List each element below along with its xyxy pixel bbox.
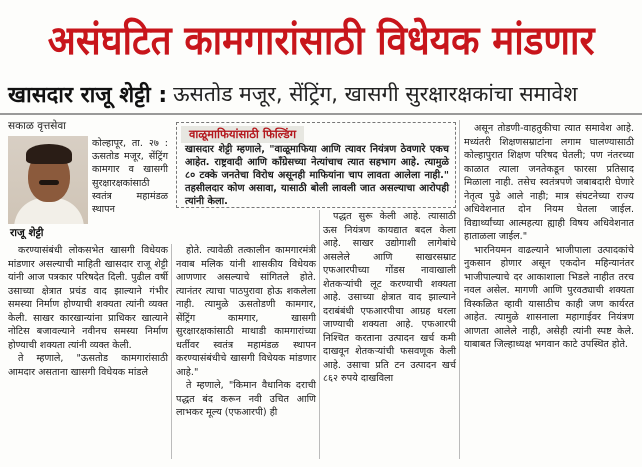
intro-paragraph xyxy=(92,137,168,216)
column-3-para-1: पद्धत सुरू केली आहे. त्यासाठी ऊस नियंत्रण कायद्यात बदल केला आहे. साखर उद्योगाशी लागेबांधे असलेले आणि साखरसम्राट एफआरपीच्या गोंडस नावाखाली शेतकऱ्यांची लूट करण्याची शक्यता आहे. उसाच्या क्षेत्रात वाद झाल्याने दराबंबंधी एफआरपीचा आग्रह धरला जाण्याची शक्यता आहे. एफआरपी निश्चित करताना उत्पादन खर्च कमी दाखवून शेतकऱ्यांची फसवणूक केली आहे. उसाचा प्रति टन उत्पादन खर्च ८६२ रुपये दाखविला xyxy=(323,211,456,384)
column-1 xyxy=(8,244,168,379)
column-4 xyxy=(464,122,634,352)
headline xyxy=(0,0,642,76)
column-3 xyxy=(323,210,456,386)
photo-caption: राजू शेट्टी xyxy=(10,227,44,239)
callout-box xyxy=(176,122,456,208)
column-4-para-1: असून तोडणी-वाहतुकीचा त्यात समावेश आहे. मध्यंतरी शिक्षणसम्राटांना लगाम घालण्यासाठी कोल्हापुरात शिक्षण परिषद घेतली; पण नंतरच्या काळात त्याला जनतेकडून फारसा प्रतिसाद मिळाला नाही. तसेच स्वतंत्रपणे जबाबदारी घेणारे नेतृत्व पुढे आले नाही; मात्र संघटनेच्या राज्य अधिवेशनात दोन नियम घेतला जाईल. विद्यार्थ्यांच्या आत्महत्या ह्याही विषय अधिवेशनात हाताळला जाईल." xyxy=(464,123,634,242)
intro-text: कोल्हापूर, ता. २७ : ऊसतोड मजूर, सेंट्रिंग कामगार व खासगी सुरक्षारक्षकांसाठी स्वतंत्र महामंडळ स्थापन xyxy=(92,138,168,216)
headline-text: असंघटित कामगारांसाठी विधेयक मांडणार xyxy=(47,17,595,64)
column-4-para-2: भारनियमन वाढल्याने भाजीपाला उत्पादकांचे नुकसान होणार असून एकदोन महिन्यानंतर भाजीपाल्याचे दर आकाशाला भिडले नाहीत तरच नवल असेल. मागणी आणि पुरवठ्याची शक्यता विस्कळित व्हावी यासाठीच काही जण कार्यरत आहेत. त्यामुळे शासनाला महागाईवर नियंत्रण आणता आलेले नाही, असेही त्यांनी स्पष्ट केले. याबाबत जिल्हाध्यक्ष भगवान काटे उपस्थित होते. xyxy=(464,244,634,350)
column-1-para-1: करण्यासंबंधी लोकसभेत खासगी विधेयक मांडणार असल्याची माहिती खासदार राजू शेट्टी यांनी आज पत्रकार परिषदेत दिली. पुढील वर्षी उसाच्या क्षेत्रात प्रचंड वाद झाल्याने गंभीर समस्या निर्माण होण्याची शक्यता त्यांनी व्यक्त केली. साखर कारखान्यांना प्राधिकर खात्याने नोटिस बजावल्याने नवीनच समस्या निर्माण होण्याची शक्यता त्यांनी व्यक्त केली. xyxy=(8,245,168,351)
column-divider xyxy=(319,210,320,459)
subheadline-lead: खासदार राजू शेट्टी : xyxy=(8,83,168,108)
portrait-photo xyxy=(8,136,88,224)
column-2-para-1: होते. त्यावेळी तत्कालीन कामगारमंत्री नवाब मलिक यांनी शासकीय विधेयक आणणार असल्याचे सांगितले होते. त्यानंतर त्याचा पाठपुरावा होऊ शकलेला नाही. त्यामुळे ऊसतोडणी कामगार, सेंट्रिंग कामगार, खासगी सुरक्षारक्षकांसाठी माथाडी कामगारांच्या धर्तीवर स्वतंत्र महामंडळ स्थापन करण्यासंबंधीचे खासगी विधेयक मांडणार आहे." xyxy=(176,245,316,378)
column-1-para-2: ते म्हणाले, "ऊसतोड कामगारांसाठी आमदार असताना खासगी विधेयक मांडले xyxy=(8,353,168,378)
subheadline xyxy=(8,76,636,112)
divider xyxy=(0,113,642,115)
column-2 xyxy=(176,244,316,420)
subheadline-rest: ऊसतोड मजूर, सेंट्रिंग, खासगी सुरक्षारक्षकांचा समावेश xyxy=(173,82,578,106)
callout-text: खासदार शेट्टी म्हणाले, "वाळूमाफिया आणि त्यावर नियंत्रण ठेवणारे एकच आहेत. राष्ट्रवादी आणि काँग्रेसच्या नेत्यांचाच त्यात सहभाग आहे. त्यामुळे ८० टक्के जनतेचा विरोध असूनही माफियांना चाप लावता आलेला नाही." तहसीलदार कोण असावा, यासाठी बोली लावली जात असल्याचा आरोपही त्यांनी केला. xyxy=(185,144,449,207)
callout-title: वाळूमाफियांसाठी फिल्डिंग xyxy=(181,126,304,143)
column-2-para-2: ते म्हणाले, "किमान वैधानिक दराची पद्धत बंद करून नवी उचित आणि लाभकर मूल्य (एफआरपी) ही xyxy=(176,380,316,418)
byline: सकाळ वृत्तसेवा xyxy=(8,120,66,132)
column-divider xyxy=(171,244,172,459)
column-divider xyxy=(459,120,460,459)
